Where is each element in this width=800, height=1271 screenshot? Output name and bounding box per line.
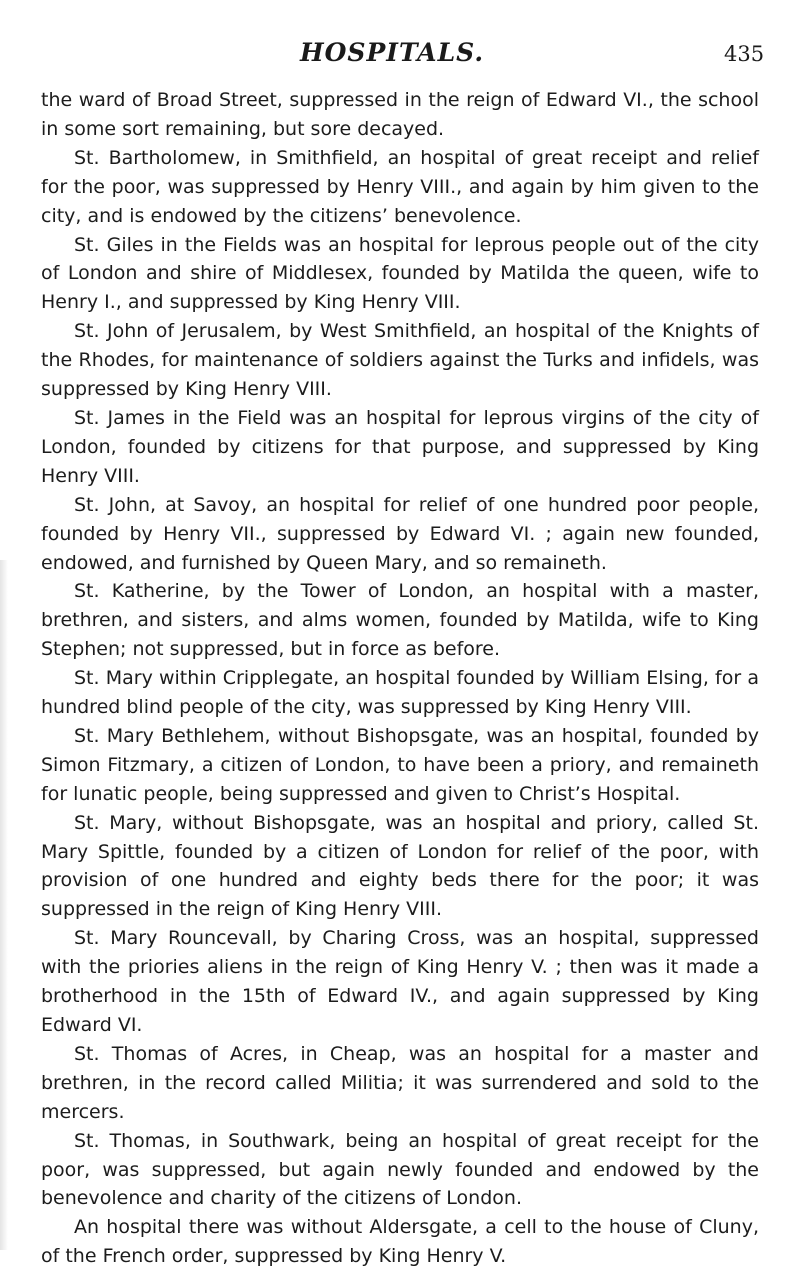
page-number: 435 — [724, 42, 765, 66]
paragraph: St. Thomas, in Southwark, being an hospital of great receipt for the poor, was suppressed, but again newly founded and endowed by the benevolence and charity of the citizens of London. — [41, 1129, 759, 1210]
running-title: HOSPITALS. — [300, 38, 485, 67]
page-header — [0, 38, 800, 78]
paragraph: St. John of Jerusalem, by West Smithfield, an hospital of the Knights of the Rhodes, for maintenance of soldiers against the Turks and infidels, was suppressed by King Henry VIII. — [41, 320, 759, 401]
paragraph: the ward of Broad Street, suppressed in the reign of Edward VI., the school in some sort remaining, but sore decayed. — [41, 89, 759, 140]
paragraph: St. Mary Rouncevall, by Charing Cross, was an hospital, suppressed with the priories aliens in the reign of King Henry V. ; then was it made a brotherhood in the 15th of Edward IV., and again suppressed by King Edward VI. — [41, 927, 759, 1036]
paragraph: St. John, at Savoy, an hospital for relief of one hundred poor people, founded by Henry VII., suppressed by Edward VI. ; again new founded, endowed, and furnished by Queen Mary, and so remaineth. — [41, 493, 759, 574]
page-edge-shadow — [0, 560, 8, 1250]
paragraph: St. Bartholomew, in Smithfield, an hospital of great receipt and relief for the poor, was suppressed by Henry VIII., and again by him given to the city, and is endowed by the citizens’ benevolence. — [41, 146, 759, 227]
paragraph: An hospital there was without Aldersgate, a cell to the house of Cluny, of the French order, suppressed by King Henry V. — [41, 1216, 759, 1268]
paragraph: St. Giles in the Fields was an hospital for leprous people out of the city of London and shire of Middlesex, founded by Matilda the queen, wife to Henry I., and suppressed by King Henry VIII. — [41, 233, 759, 314]
paragraph: St. Mary Bethlehem, without Bishopsgate, was an hospital, founded by Simon Fitzmary, a citizen of London, to have been a priory, and remaineth for lunatic people, being suppressed and given to Christ’s Hospital. — [41, 724, 759, 805]
paragraph: St. Katherine, by the Tower of London, an hospital with a master, brethren, and sisters, and alms women, founded by Matilda, wife to King Stephen; not suppressed, but in force as before. — [41, 580, 759, 661]
paragraph: St. Mary, without Bishopsgate, was an hospital and priory, called St. Mary Spittle, founded by a citizen of London for relief of the poor, with provision of one hundred and eighty beds there for the poor; it was suppressed in the reign of King Henry VIII. — [41, 811, 759, 921]
body-text — [41, 86, 759, 1271]
paragraph: St. Thomas of Acres, in Cheap, was an hospital for a master and brethren, in the record called Militia; it was surrendered and sold to the mercers. — [41, 1042, 759, 1123]
paragraph: St. Mary within Cripplegate, an hospital founded by William Elsing, for a hundred blind people of the city, was suppressed by King Henry VIII. — [41, 667, 759, 719]
paragraph: St. James in the Field was an hospital for leprous virgins of the city of London, founded by citizens for that purpose, and suppressed by King Henry VIII. — [41, 406, 759, 487]
